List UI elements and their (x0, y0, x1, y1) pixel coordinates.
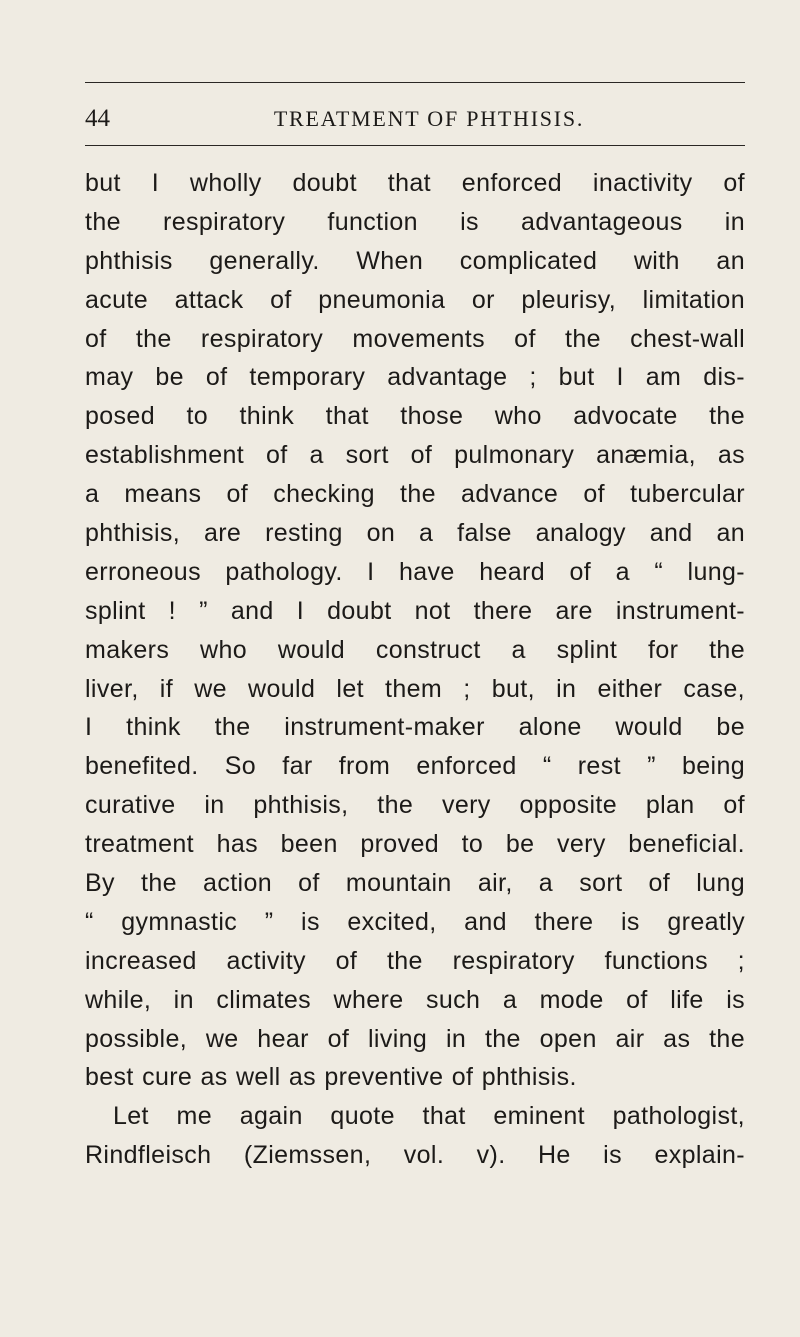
text-line: a means of checking the advance of tubercular (85, 480, 745, 509)
text-line: By the action of mountain air, a sort of lung (85, 869, 745, 898)
text-line: Rindfleisch (Ziemssen, vol. v). He is explain- (85, 1141, 745, 1170)
text-line: establishment of a sort of pulmonary anæmia, as (85, 441, 745, 470)
page-number: 44 (85, 105, 110, 132)
body-text (85, 164, 745, 1175)
text-line: while, in climates where such a mode of life is (85, 985, 745, 1014)
text-line: phthisis, are resting on a false analogy and an (85, 519, 745, 548)
text-line: “ gymnastic ” is excited, and there is greatly (85, 907, 745, 936)
text-line: phthisis generally. When complicated with an (85, 246, 745, 275)
header-rule-bottom (85, 145, 745, 146)
text-line: of the respiratory movements of the chest-wall (85, 324, 745, 353)
text-line: possible, we hear of living in the open air as the (85, 1024, 745, 1053)
page-header (85, 98, 745, 134)
text-line: increased activity of the respiratory functions ; (85, 946, 745, 975)
text-line: I think the instrument-maker alone would be (85, 713, 745, 742)
text-line: treatment has been proved to be very beneficial. (85, 830, 745, 859)
running-title: TREATMENT OF PHTHISIS. (273, 106, 585, 131)
text-line: best cure as well as preventive of phthisis. (85, 1063, 577, 1092)
text-line: erroneous pathology. I have heard of a “ lung- (85, 557, 745, 586)
text-line: may be of temporary advantage ; but I am dis- (85, 363, 745, 392)
text-line: acute attack of pneumonia or pleurisy, limitation (85, 285, 745, 314)
text-line: benefited. So far from enforced “ rest ” being (85, 752, 745, 781)
text-line: curative in phthisis, the very opposite plan of (85, 791, 745, 820)
text-line: liver, if we would let them ; but, in either case, (85, 674, 745, 703)
text-line: posed to think that those who advocate the (85, 402, 745, 431)
text-line: splint ! ” and I doubt not there are instrument- (85, 596, 745, 625)
text-line: makers who would construct a splint for the (85, 635, 745, 664)
text-line: Let me again quote that eminent pathologist, (113, 1102, 745, 1131)
text-line: but I wholly doubt that enforced inactivity of (85, 169, 745, 197)
text-line: the respiratory function is advantageous in (85, 207, 745, 236)
header-rule-top (85, 82, 745, 83)
